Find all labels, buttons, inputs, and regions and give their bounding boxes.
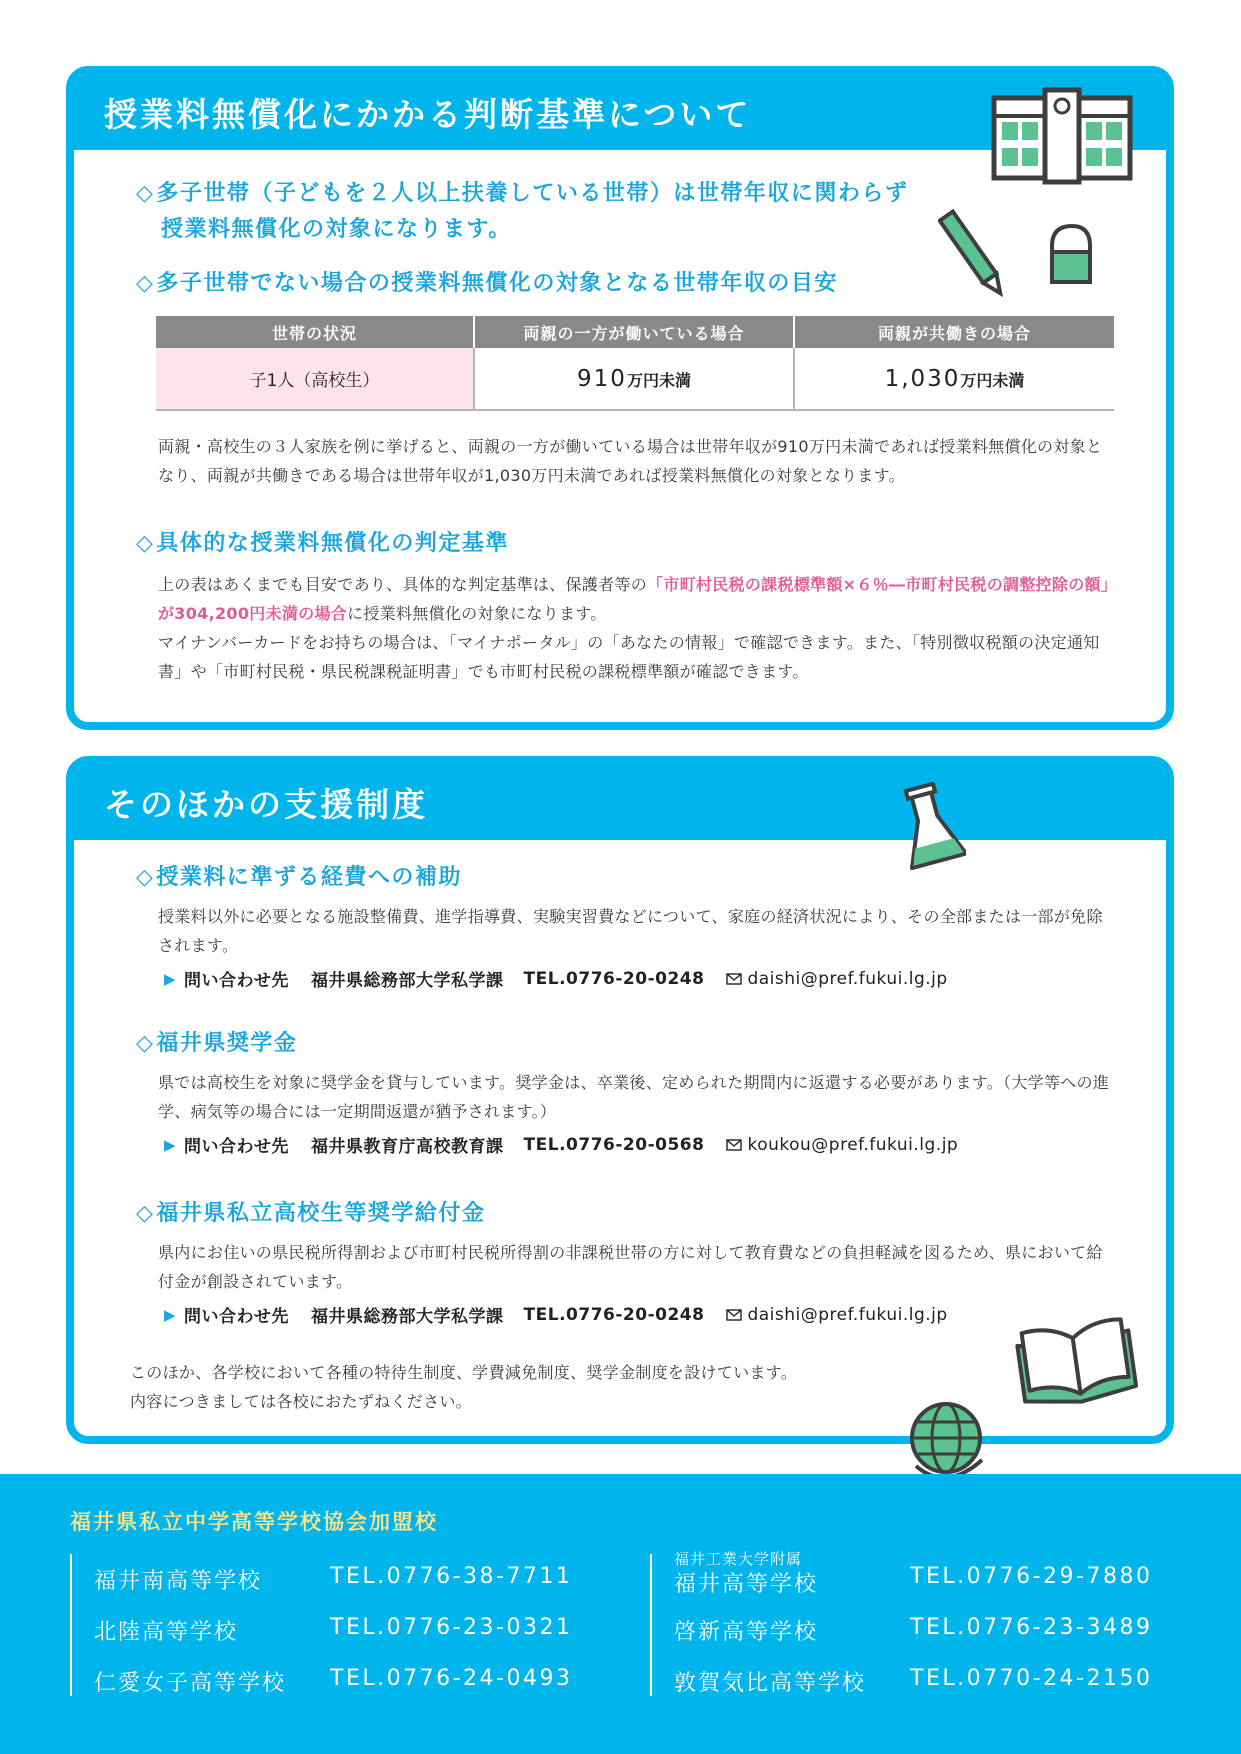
diamond-bullet-icon: ◇ [136, 271, 155, 296]
school-list-right [650, 1550, 1210, 1696]
income-criteria-table [156, 316, 1114, 411]
email-link[interactable]: daishi@pref.fukui.lg.jp [726, 1305, 947, 1325]
other-support-card [66, 756, 1174, 1444]
phone-number[interactable]: TEL.0776-20-0568 [523, 1134, 705, 1155]
school-name: 敦賀気比高等学校 [674, 1671, 867, 1696]
school-name: 福井南高等学校 [94, 1569, 263, 1594]
table-header: 両親の一方が働いている場合 [474, 316, 794, 348]
school-list-left [70, 1554, 630, 1696]
table-header: 世帯の状況 [156, 316, 474, 348]
criteria-text: 上の表はあくまでも目安であり、具体的な判定基準は、保護者等の「市町村民税の課税標準額×６％―市町村民税の調整控除の額」が304,200円未満の場合に授業料無償化の対象になります。 [158, 575, 1118, 623]
list-item [94, 1605, 630, 1656]
school-phone[interactable]: TEL.0776-23-0321 [330, 1615, 573, 1640]
support-text: 授業料以外に必要となる施設整備費、進学指導費、実験実習費などについて、家庭の経済状況により、その全部または一部が免除されます。 [158, 907, 1103, 955]
support-text: 県内にお住いの県民税所得割および市町村民税所得割の非課税世帯の方に対して教育費などの負担軽減を図るため、県において給付金が創設されています。 [158, 1243, 1103, 1291]
list-item [94, 1656, 630, 1707]
section-title: 授業料無償化にかかる判断基準について [74, 74, 1166, 150]
pencil-icon [938, 206, 1008, 306]
support-heading: ◇授業料に準ずる経費への補助 [136, 860, 462, 896]
email-link[interactable]: daishi@pref.fukui.lg.jp [726, 969, 947, 989]
specific-criteria-heading: ◇具体的な授業料無償化の判定基準 [136, 526, 509, 562]
triangle-bullet-icon: ▶ [164, 1305, 177, 1324]
book-icon [1014, 1316, 1138, 1406]
support-heading: ◇福井県奨学金 [136, 1026, 297, 1062]
school-phone[interactable]: TEL.0776-23-3489 [910, 1615, 1153, 1640]
school-name: 啓新高等学校 [674, 1620, 819, 1645]
table-header: 両親が共働きの場合 [794, 316, 1114, 348]
phone-number[interactable]: TEL.0776-20-0248 [523, 1304, 705, 1325]
support-heading: ◇福井県私立高校生等奨学給付金 [136, 1196, 485, 1232]
contact-line: ▶ 問い合わせ先 福井県教育庁高校教育課 TEL.0776-20-0568 koukou@pref.fukui.lg.jp [164, 1134, 959, 1157]
criteria-formula: 「市町村民税の課税標準額×６％―市町村民税の調整控除の額」が304,200円未満の場合 [158, 575, 1118, 623]
school-name: 仁愛女子高等学校 [94, 1671, 287, 1696]
diamond-bullet-icon: ◇ [136, 1031, 155, 1056]
footer-title: 福井県私立中学高等学校協会加盟校 [70, 1510, 438, 1534]
triangle-bullet-icon: ▶ [164, 969, 177, 988]
mail-icon [726, 1139, 742, 1151]
list-item [674, 1605, 1210, 1656]
contact-line: ▶ 問い合わせ先 福井県総務部大学私学課 TEL.0776-20-0248 daishi@pref.fukui.lg.jp [164, 968, 948, 991]
criteria-note: マイナンバーカードをお持ちの場合は、「マイナポータル」の「あなたの情報」で確認できます。また、「特別徴収税額の決定通知書」や「市町村民税・県民税課税証明書」でも市町村民税の課税標準額が確認できます。 [158, 633, 1100, 681]
member-schools-footer [0, 1474, 1241, 1754]
table-row [156, 348, 1114, 410]
list-item [94, 1554, 630, 1605]
school-name: 福井高等学校 [674, 1572, 819, 1597]
school-phone[interactable]: TEL.0776-29-7880 [910, 1564, 1153, 1589]
contact-line: ▶ 問い合わせ先 福井県総務部大学私学課 TEL.0776-20-0248 daishi@pref.fukui.lg.jp [164, 1304, 948, 1327]
list-item [674, 1656, 1210, 1707]
diamond-bullet-icon: ◇ [136, 865, 155, 890]
household-status-cell: 子1人（高校生） [156, 348, 474, 410]
multi-child-heading: ◇多子世帯（子どもを２人以上扶養している世帯）は世帯年収に関わらず 授業料無償化の対象になります。 [136, 176, 908, 248]
school-name: 北陸高等学校 [94, 1620, 239, 1645]
mail-icon [726, 1309, 742, 1321]
school-phone[interactable]: TEL.0776-24-0493 [330, 1666, 573, 1691]
eraser-icon [1046, 222, 1096, 288]
school-building-icon [990, 86, 1134, 186]
school-phone[interactable]: TEL.0776-38-7711 [330, 1564, 573, 1589]
single-earner-cell: 910万円未満 [474, 348, 794, 410]
triangle-bullet-icon: ▶ [164, 1135, 177, 1154]
section-title: そのほかの支援制度 [74, 764, 1166, 840]
school-affiliation: 福井工業大学附属 [674, 1550, 803, 1568]
closing-text: このほか、各学校において各種の特待生制度、学費減免制度、奨学金制度を設けています。 内容につきましては各校におたずねください。 [130, 1363, 798, 1411]
list-item [674, 1550, 1210, 1605]
diamond-bullet-icon: ◇ [136, 531, 155, 556]
mail-icon [726, 973, 742, 985]
dual-earner-cell: 1,030万円未満 [794, 348, 1114, 410]
flask-icon [894, 782, 966, 872]
phone-number[interactable]: TEL.0776-20-0248 [523, 968, 705, 989]
income-guide-heading: ◇多子世帯でない場合の授業料無償化の対象となる世帯年収の目安 [136, 266, 838, 302]
diamond-bullet-icon: ◇ [136, 181, 155, 206]
email-link[interactable]: koukou@pref.fukui.lg.jp [726, 1135, 958, 1155]
school-phone[interactable]: TEL.0770-24-2150 [910, 1666, 1153, 1691]
diamond-bullet-icon: ◇ [136, 1201, 155, 1226]
table-note: 両親・高校生の３人家族を例に挙げると、両親の一方が働いている場合は世帯年収が910万円未満であれば授業料無償化の対象となり、両親が共働きである場合は世帯年収が1,030万円未満であれば授業料無償化の対象となります。 [158, 437, 1103, 485]
support-text: 県では高校生を対象に奨学金を貸与しています。奨学金は、卒業後、定められた期間内に返還する必要があります。（大学等への進学、病気等の場合には一定期間返還が猶予されます。） [158, 1073, 1110, 1121]
